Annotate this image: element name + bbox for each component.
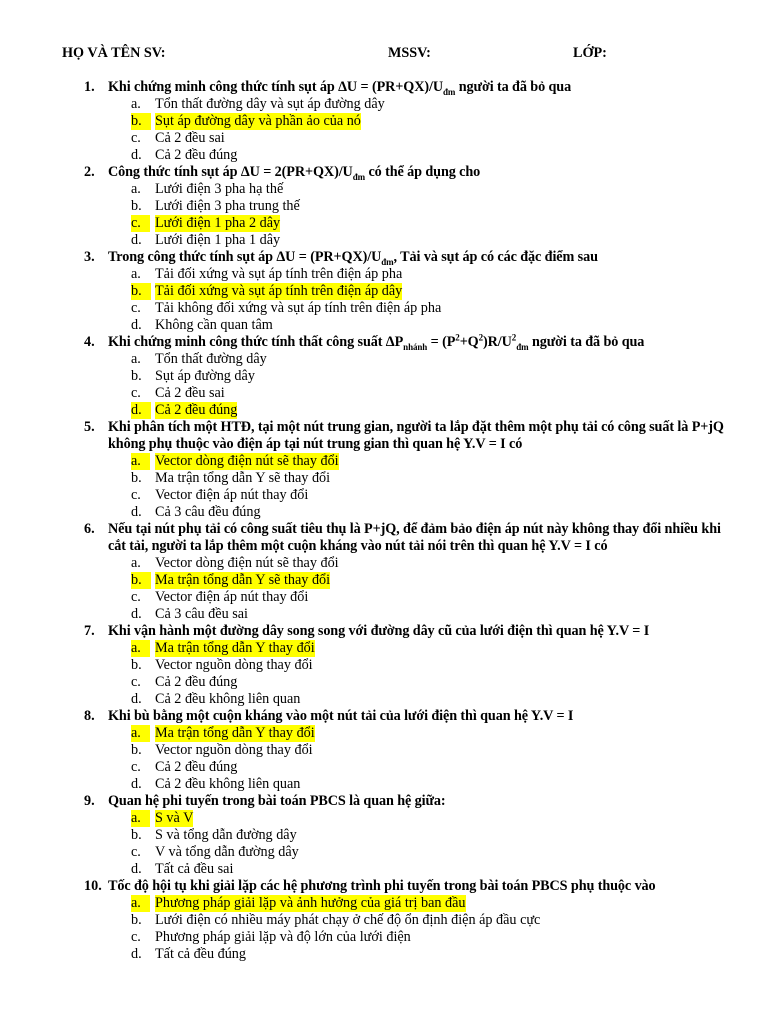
highlighted-answer-text: S và V — [155, 810, 194, 826]
question-item — [0, 623, 768, 708]
answer-option — [0, 606, 768, 623]
option-text: Tổn thất đường dây và sụt áp đường dây — [155, 96, 385, 112]
answer-option — [0, 657, 768, 674]
option-text: Cả 2 đều sai — [155, 130, 225, 146]
option-text: Cả 2 đều đúng — [155, 674, 238, 690]
student-name-label: HỌ VÀ TÊN SV: — [62, 45, 166, 61]
option-letter: d. — [131, 402, 151, 419]
option-letter: a. — [131, 96, 141, 112]
option-letter: b. — [131, 742, 142, 758]
option-text: Vector nguồn dòng thay đổi — [155, 657, 313, 673]
option-text: Cả 2 đều không liên quan — [155, 776, 301, 792]
answer-option — [0, 300, 768, 317]
option-letter: c. — [131, 759, 141, 775]
option-letter: a. — [131, 640, 150, 657]
question-number: 8. — [84, 708, 95, 724]
question-text: Khi vận hành một đường dây song song với đường dây cũ của lưới điện thì quan hệ Y.V = I — [108, 623, 650, 639]
answer-option — [0, 283, 768, 300]
option-letter: b. — [131, 827, 142, 843]
option-text: Vector điện áp nút thay đổi — [155, 487, 309, 503]
question-number: 9. — [84, 793, 95, 809]
option-letter: b. — [131, 572, 151, 589]
answer-option — [0, 198, 768, 215]
option-letter: d. — [131, 147, 142, 163]
option-text: Không cần quan tâm — [155, 317, 273, 333]
answer-option — [0, 385, 768, 402]
option-text: Phương pháp giải lặp và độ lớn của lưới điện — [155, 929, 411, 945]
student-id-label: MSSV: — [388, 45, 431, 61]
question-text: Khi phân tích một HTĐ, tại một nút trung gian, người ta lắp đặt thêm một phụ tải có công suất là P+jQ không phụ thuộc vào điện áp tại nút trung gian thì quan hệ Y.V = I có — [108, 419, 724, 452]
option-letter: a. — [131, 725, 150, 742]
option-text: Vector nguồn dòng thay đổi — [155, 742, 313, 758]
question-item — [0, 793, 768, 878]
answer-option — [0, 725, 768, 742]
option-letter: b. — [131, 912, 142, 928]
option-text: Vector điện áp nút thay đổi — [155, 589, 309, 605]
highlighted-answer-text: Phương pháp giải lặp và ảnh hưởng của giá trị ban đầu — [155, 895, 466, 911]
option-text: Ma trận tổng dẫn Y sẽ thay đổi — [155, 470, 331, 486]
option-text: Vector dòng điện nút sẽ thay đổi — [155, 555, 339, 571]
question-text: Khi bù bằng một cuộn kháng vào một nút tải của lưới điện thì quan hệ Y.V = I — [108, 708, 574, 724]
option-letter: a. — [131, 895, 150, 912]
option-text: Sụt áp đường dây — [155, 368, 255, 384]
option-text: Tất cả đều sai — [155, 861, 234, 877]
option-letter: b. — [131, 198, 142, 214]
answer-option — [0, 487, 768, 504]
option-text: V và tổng dẫn đường dây — [155, 844, 299, 860]
answer-option — [0, 130, 768, 147]
option-text: Cả 2 đều sai — [155, 385, 225, 401]
question-text: Quan hệ phi tuyến trong bài toán PBCS là quan hệ giữa: — [108, 793, 446, 809]
question-number: 6. — [84, 521, 95, 537]
question-number: 2. — [84, 164, 95, 180]
answer-option — [0, 453, 768, 470]
question-number: 5. — [84, 419, 95, 435]
option-letter: d. — [131, 861, 142, 877]
answer-option — [0, 147, 768, 164]
question-text: Tốc độ hội tụ khi giải lặp các hệ phương trình phi tuyến trong bài toán PBCS phụ thuộc vào — [108, 878, 656, 894]
question-item — [0, 79, 768, 164]
answer-option — [0, 368, 768, 385]
question-number: 4. — [84, 334, 95, 350]
answer-option — [0, 640, 768, 657]
question-number: 10. — [84, 878, 102, 894]
question-text: Khi chứng minh công thức tính thất công suất $\Delta P_{nhánh} = (P^2+Q^2)R/U^2_{đm}$ người ta đã bỏ qua — [108, 332, 645, 352]
question-item — [0, 878, 768, 963]
highlighted-answer-text: Cả 2 đều đúng — [155, 402, 238, 418]
option-letter: a. — [131, 453, 150, 470]
answer-option — [0, 555, 768, 572]
option-letter: b. — [131, 283, 151, 300]
option-letter: c. — [131, 844, 141, 860]
option-letter: c. — [131, 385, 141, 401]
highlighted-answer-text: Lưới điện 1 pha 2 dây — [155, 215, 281, 231]
question-item — [0, 164, 768, 249]
question-text: Khi chứng minh công thức tính sụt áp $\Delta U = (PR+QX)/U_{đm}$ người ta đã bỏ qua — [108, 79, 572, 97]
option-letter: a. — [131, 555, 141, 571]
option-text: Tải đối xứng và sụt áp tính trên điện áp pha — [155, 266, 403, 282]
answer-option — [0, 589, 768, 606]
question-item — [0, 249, 768, 334]
question-number: 3. — [84, 249, 95, 265]
option-text: Lưới điện 1 pha 1 dây — [155, 232, 281, 248]
option-text: Lưới điện 3 pha hạ thế — [155, 181, 284, 197]
option-letter: d. — [131, 606, 142, 622]
answer-option — [0, 181, 768, 198]
option-text: Lưới điện 3 pha trung thế — [155, 198, 300, 214]
answer-option — [0, 827, 768, 844]
option-letter: d. — [131, 776, 142, 792]
answer-option — [0, 844, 768, 861]
option-letter: a. — [131, 266, 141, 282]
option-letter: c. — [131, 130, 141, 146]
question-text: Nếu tại nút phụ tải có công suất tiêu thụ là P+jQ, để đảm bảo điện áp nút này không thay đổi nhiều khi cắt tải, người ta lắp thêm một cuộn kháng vào nút tải nói trên thì quan hệ Y.V = I có — [108, 521, 721, 554]
answer-option — [0, 402, 768, 419]
answer-option — [0, 691, 768, 708]
highlighted-answer-text: Sụt áp đường dây và phần ảo của nó — [155, 113, 361, 129]
option-letter: a. — [131, 351, 141, 367]
question-number: 1. — [84, 79, 95, 95]
answer-option — [0, 504, 768, 521]
option-letter: c. — [131, 674, 141, 690]
answer-option — [0, 351, 768, 368]
option-letter: a. — [131, 181, 141, 197]
answer-option — [0, 215, 768, 232]
option-letter: a. — [131, 810, 150, 827]
option-letter: c. — [131, 929, 141, 945]
option-letter: d. — [131, 317, 142, 333]
question-text: Trong công thức tính sụt áp $\Delta U = (PR+QX)/U_{đm}$, Tải và sụt áp có các đặc điểm sau — [108, 249, 598, 267]
class-label: LỚP: — [573, 45, 607, 61]
answer-option — [0, 759, 768, 776]
answer-option — [0, 912, 768, 929]
option-letter: d. — [131, 946, 142, 962]
question-list — [0, 79, 768, 963]
answer-option — [0, 113, 768, 130]
option-letter: b. — [131, 657, 142, 673]
question-item — [0, 521, 768, 623]
highlighted-answer-text: Tải đối xứng và sụt áp tính trên điện áp dây — [155, 283, 403, 299]
option-letter: c. — [131, 589, 141, 605]
option-letter: d. — [131, 691, 142, 707]
answer-option — [0, 946, 768, 963]
answer-option — [0, 929, 768, 946]
answer-option — [0, 572, 768, 589]
option-text: Cả 2 đều đúng — [155, 759, 238, 775]
option-letter: d. — [131, 504, 142, 520]
question-item — [0, 708, 768, 793]
option-letter: b. — [131, 470, 142, 486]
option-text: Cả 3 câu đều đúng — [155, 504, 261, 520]
option-letter: d. — [131, 232, 142, 248]
answer-option — [0, 861, 768, 878]
option-text: S và tổng dẫn đường dây — [155, 827, 297, 843]
option-letter: b. — [131, 368, 142, 384]
answer-option — [0, 266, 768, 283]
question-text: Công thức tính sụt áp $\Delta U = 2(PR+QX)/U_{đm}$ có thể áp dụng cho — [108, 164, 481, 182]
option-letter: c. — [131, 215, 150, 232]
answer-option — [0, 674, 768, 691]
option-text: Cả 2 đều đúng — [155, 147, 238, 163]
answer-option — [0, 470, 768, 487]
question-number: 7. — [84, 623, 95, 639]
option-letter: b. — [131, 113, 151, 130]
highlighted-answer-text: Ma trận tổng dẫn Y sẽ thay đổi — [155, 572, 331, 588]
highlighted-answer-text: Vector dòng điện nút sẽ thay đổi — [155, 453, 339, 469]
option-text: Cả 2 đều không liên quan — [155, 691, 301, 707]
highlighted-answer-text: Ma trận tổng dẫn Y thay đổi — [155, 725, 315, 741]
answer-option — [0, 895, 768, 912]
highlighted-answer-text: Ma trận tổng dẫn Y thay đổi — [155, 640, 315, 656]
answer-option — [0, 96, 768, 113]
option-text: Lưới điện có nhiều máy phát chạy ở chế độ ổn định điện áp đầu cực — [155, 912, 541, 928]
option-text: Tất cả đều đúng — [155, 946, 246, 962]
option-text: Tải không đối xứng và sụt áp tính trên điện áp pha — [155, 300, 442, 316]
answer-option — [0, 776, 768, 793]
option-text: Cả 3 câu đều sai — [155, 606, 248, 622]
question-item — [0, 419, 768, 521]
answer-option — [0, 742, 768, 759]
option-text: Tổn thất đường dây — [155, 351, 267, 367]
answer-option — [0, 232, 768, 249]
question-item — [0, 334, 768, 419]
student-info-header — [0, 45, 768, 63]
answer-option — [0, 810, 768, 827]
answer-option — [0, 317, 768, 334]
option-letter: c. — [131, 300, 141, 316]
option-letter: c. — [131, 487, 141, 503]
